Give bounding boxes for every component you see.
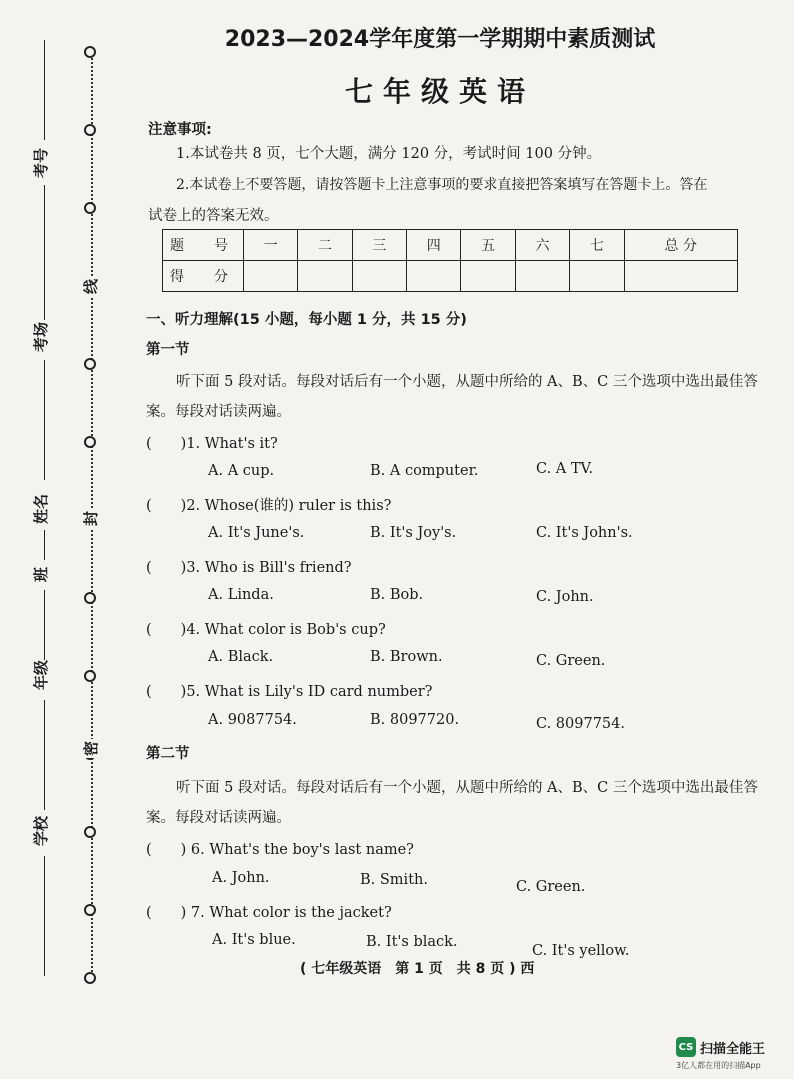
option-b: B. Brown. (370, 649, 443, 665)
question-2: ( )2. Whose(谁的) ruler is this? (146, 498, 392, 514)
name-blank (44, 360, 45, 480)
score-cell (244, 261, 298, 292)
score-header-cell: 七 (570, 230, 624, 261)
page-footer: ( 七年级英语 第 1 页 共 8 页 ) 西 (300, 961, 535, 977)
score-header-cell: 总 分 (624, 230, 737, 261)
grade-blank (44, 590, 45, 660)
score-cell (624, 261, 737, 292)
score-table (162, 229, 738, 292)
binding-hole (84, 124, 96, 136)
option-a: A. It's blue. (212, 932, 296, 948)
score-header-cell: 一 (244, 230, 298, 261)
option-c: C. It's yellow. (532, 943, 630, 959)
seal-word-line: 线 (82, 278, 100, 294)
exam-subtitle: 七年级英语 (344, 75, 535, 108)
binding-hole (84, 46, 96, 58)
instruction: 案。每段对话读两遍。 (146, 810, 291, 826)
binding-hole (84, 972, 96, 984)
option-a: A. 9087754. (208, 712, 297, 728)
label-school: 学校 (32, 815, 50, 846)
label-exam-room: 考场 (32, 321, 50, 352)
label-class: 班 (32, 566, 50, 582)
option-a: A. Linda. (208, 587, 274, 603)
note-item: 1.本试卷共 8 页，七个大题，满分 120 分，考试时间 100 分钟。 (176, 146, 602, 162)
scanner-watermark (676, 1037, 765, 1057)
option-c: C. 8097754. (536, 716, 625, 732)
score-cell (352, 261, 406, 292)
question-7: ( ) 7. What color is the jacket? (146, 905, 392, 921)
question-6: ( ) 6. What's the boy's last name? (146, 842, 414, 858)
exam-number-blank (44, 40, 45, 140)
section-heading: 一、听力理解(15 小题，每小题 1 分，共 15 分) (146, 312, 467, 328)
option-c: C. A TV. (536, 461, 594, 477)
option-a: A. It's June's. (208, 525, 305, 541)
binding-hole (84, 904, 96, 916)
question-5: ( )5. What is Lily's ID card number? (146, 684, 433, 700)
school-blank (44, 700, 45, 810)
part-label: 第一节 (146, 342, 190, 358)
option-b: B. It's black. (366, 934, 458, 950)
score-cell (515, 261, 569, 292)
option-a: A. A cup. (208, 463, 275, 479)
option-c: C. Green. (516, 879, 586, 895)
score-cell (298, 261, 352, 292)
exam-title: 2023—2024学年度第一学期期中素质测试 (224, 27, 656, 52)
score-header-cell: 二 (298, 230, 352, 261)
score-cell (461, 261, 515, 292)
score-header-cell: 题 号 (163, 230, 244, 261)
option-c: C. John. (536, 589, 594, 605)
option-b: B. Bob. (370, 587, 424, 603)
option-b: B. 8097720. (370, 712, 460, 728)
instruction: 听下面 5 段对话。每段对话后有一个小题，从题中所给的 A、B、C 三个选项中选出最佳答 (176, 780, 758, 796)
score-row-label: 得 分 (163, 261, 244, 292)
instruction: 案。每段对话读两遍。 (146, 404, 291, 420)
option-a: A. John. (212, 870, 270, 886)
instruction: 听下面 5 段对话。每段对话后有一个小题，从题中所给的 A、B、C 三个选项中选出最佳答 (176, 374, 758, 390)
part-label: 第二节 (146, 746, 190, 762)
score-header-cell: 三 (352, 230, 406, 261)
question-1: ( )1. What's it? (146, 436, 278, 452)
score-header-cell: 六 (515, 230, 569, 261)
option-b: B. Smith. (360, 872, 428, 888)
note-item: 2.本试卷上不要答题，请按答题卡上注意事项的要求直接把答案填写在答题卡上。答在 (176, 177, 708, 193)
binding-hole (84, 670, 96, 682)
notes-heading: 注意事项: (148, 122, 212, 138)
binding-hole (84, 592, 96, 604)
question-4: ( )4. What color is Bob's cup? (146, 622, 386, 638)
option-b: B. A computer. (370, 463, 479, 479)
question-3: ( )3. Who is Bill's friend? (146, 560, 352, 576)
binding-hole (84, 436, 96, 448)
seal-word-seal: 封 (82, 510, 100, 526)
scanner-tagline: 3亿人都在用的扫描App (676, 1061, 761, 1070)
scanner-name: 扫描全能王 (700, 1041, 766, 1057)
scanner-logo-icon: CS (676, 1037, 696, 1057)
school-blank-2 (44, 856, 45, 976)
score-cell (407, 261, 461, 292)
exam-room-blank (44, 185, 45, 320)
score-cell (570, 261, 624, 292)
binding-hole (84, 358, 96, 370)
option-a: A. Black. (208, 649, 274, 665)
score-header-cell: 五 (461, 230, 515, 261)
score-table-score-row (163, 261, 738, 292)
label-name: 姓名 (32, 493, 50, 524)
seal-word-secret: 密 (82, 740, 100, 756)
label-grade: 年级 (32, 659, 50, 690)
binding-hole (84, 202, 96, 214)
option-b: B. It's Joy's. (370, 525, 457, 541)
option-c: C. Green. (536, 653, 606, 669)
note-item: 试卷上的答案无效。 (148, 208, 279, 224)
label-exam-number: 考号 (32, 147, 50, 178)
binding-hole (84, 826, 96, 838)
score-header-cell: 四 (407, 230, 461, 261)
class-blank (44, 530, 45, 560)
option-c: C. It's John's. (536, 525, 633, 541)
score-table-header-row (163, 230, 738, 261)
